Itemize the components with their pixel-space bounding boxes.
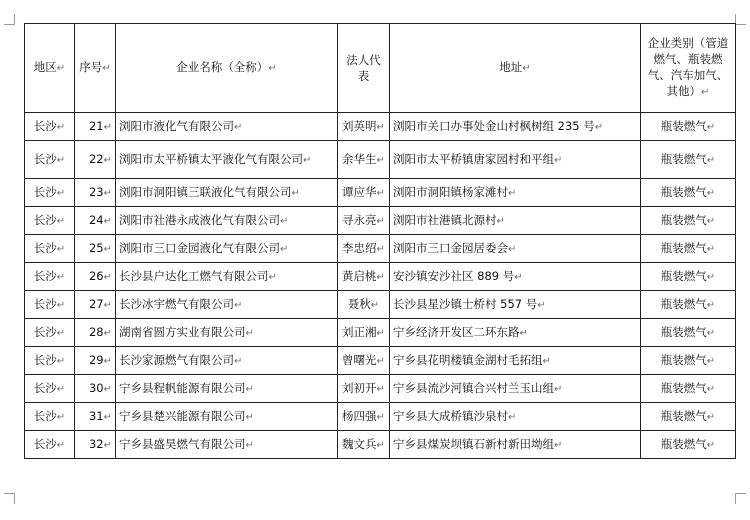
paragraph-mark: ↵ [280, 215, 289, 227]
cell-region-text: 长沙 [33, 118, 57, 133]
cell-company-name-text: 浏阳市液化气有限公司 [119, 118, 234, 133]
cell-enterprise-type-text: 瓶装燃气 [660, 436, 707, 451]
cell-address [390, 431, 641, 459]
cell-enterprise-type [641, 113, 736, 141]
table-row [25, 263, 736, 291]
cell-region [25, 431, 75, 459]
cell-enterprise-type-text: 瓶装燃气 [660, 352, 707, 367]
paragraph-mark: ↵ [56, 187, 66, 199]
paragraph-mark: ↵ [554, 383, 563, 395]
paragraph-mark: ↵ [245, 327, 254, 339]
cell-legal-rep-text: 杨四强 [342, 408, 377, 423]
paragraph-mark: ↵ [245, 411, 254, 423]
cell-address [390, 113, 641, 141]
cell-seq [75, 141, 116, 179]
cell-region [25, 403, 75, 431]
cell-company-name [116, 179, 338, 207]
paragraph-mark: ↵ [56, 299, 66, 311]
cell-region [25, 347, 75, 375]
paragraph-mark: ↵ [56, 383, 66, 395]
paragraph-mark: ↵ [56, 327, 66, 339]
cell-enterprise-type-text: 瓶装燃气 [660, 118, 707, 133]
cell-address-text: 浏阳市社港镇北源村 [393, 212, 497, 227]
cell-region-text: 长沙 [33, 324, 57, 339]
cell-enterprise-type [641, 403, 736, 431]
cell-address-text: 宁乡经济开发区二环东路 [393, 324, 520, 339]
cell-legal-rep [338, 291, 390, 319]
cell-legal-rep [338, 319, 390, 347]
paragraph-mark: ↵ [103, 121, 112, 133]
paragraph-mark: ↵ [376, 411, 385, 423]
paragraph-mark: ↵ [376, 121, 385, 133]
cell-region-text: 长沙 [33, 436, 57, 451]
cell-company-name [116, 319, 338, 347]
paragraph-mark: ↵ [706, 243, 716, 255]
cell-address [390, 141, 641, 179]
paragraph-mark: ↵ [234, 299, 243, 311]
cell-legal-rep [338, 141, 390, 179]
cell-region [25, 141, 75, 179]
cell-seq [75, 207, 116, 235]
paragraph-mark: ↵ [376, 383, 385, 395]
paragraph-mark: ↵ [542, 355, 551, 367]
cell-region-text: 长沙 [33, 151, 57, 166]
cell-address [390, 263, 641, 291]
paragraph-mark: ↵ [508, 187, 517, 199]
cell-seq-text: 24 [88, 212, 104, 227]
cell-address [390, 207, 641, 235]
cell-enterprise-type-text: 瓶装燃气 [660, 324, 707, 339]
cell-region [25, 291, 75, 319]
paragraph-mark: ↵ [508, 243, 517, 255]
cell-enterprise-type [641, 235, 736, 263]
cell-enterprise-type [641, 291, 736, 319]
header-addr: 地址↵ [390, 24, 641, 113]
table-row [25, 235, 736, 263]
cell-enterprise-type [641, 431, 736, 459]
cell-region-text: 长沙 [33, 268, 57, 283]
cell-company-name-text: 湖南省圆方实业有限公司 [119, 324, 246, 339]
cell-legal-rep [338, 431, 390, 459]
paragraph-mark: ↵ [103, 299, 112, 311]
cell-address [390, 235, 641, 263]
paragraph-mark: ↵ [103, 383, 112, 395]
table-header-row [25, 24, 736, 113]
header-seq: 序号↵ [75, 24, 116, 113]
cell-address [390, 403, 641, 431]
paragraph-mark: ↵ [245, 439, 254, 451]
cell-enterprise-type-text: 瓶装燃气 [660, 380, 707, 395]
cell-address-text: 长沙县星沙镇士桥村 557 号 [393, 296, 538, 311]
paragraph-mark: ↵ [594, 121, 604, 133]
paragraph-mark: ↵ [376, 215, 385, 227]
cell-legal-rep-text: 魏文兵 [342, 436, 377, 451]
cell-address-text: 宁乡县大成桥镇沙泉村 [393, 408, 508, 423]
paragraph-mark: ↵ [370, 299, 380, 311]
cell-legal-rep-text: 谭应华 [342, 184, 377, 199]
cell-enterprise-type [641, 207, 736, 235]
cell-region [25, 235, 75, 263]
cell-seq [75, 431, 116, 459]
cell-region-text: 长沙 [33, 296, 57, 311]
cell-seq [75, 375, 116, 403]
cell-address-text: 宁乡县流沙河镇合兴村兰玉山组 [393, 380, 554, 395]
header-name: 企业名称（全称）↵ [116, 24, 338, 113]
paragraph-mark: ↵ [514, 271, 523, 283]
cell-address-text: 浏阳市三口金园居委会 [393, 240, 508, 255]
cell-company-name-text: 浏阳市三口金园液化气有限公司 [119, 240, 280, 255]
paragraph-mark: ↵ [554, 439, 563, 451]
crop-mark-bottom-left [4, 493, 15, 504]
cell-company-name [116, 403, 338, 431]
cell-seq-text: 21 [88, 118, 104, 133]
cell-address [390, 179, 641, 207]
cell-company-name-text: 宁乡县盛昊燃气有限公司 [119, 436, 246, 451]
paragraph-mark: ↵ [376, 243, 385, 255]
cell-legal-rep-text: 刘英明 [342, 118, 377, 133]
paragraph-mark: ↵ [496, 215, 505, 227]
paragraph-mark: ↵ [56, 411, 66, 423]
table-row [25, 347, 736, 375]
cell-enterprise-type [641, 375, 736, 403]
cell-company-name [116, 235, 338, 263]
paragraph-mark: ↵ [103, 243, 112, 255]
paragraph-mark: ↵ [103, 215, 112, 227]
paragraph-mark: ↵ [103, 327, 112, 339]
paragraph-mark: ↵ [706, 411, 716, 423]
cell-legal-rep [338, 113, 390, 141]
cell-region-text: 长沙 [33, 184, 57, 199]
cell-region [25, 113, 75, 141]
cell-seq [75, 179, 116, 207]
cell-legal-rep-text: 余华生 [342, 151, 377, 166]
paragraph-mark: ↵ [268, 271, 277, 283]
cell-company-name-text: 浏阳市社港永成液化气有限公司 [119, 212, 280, 227]
cell-legal-rep-text: 寻永亮 [342, 212, 377, 227]
cell-address [390, 319, 641, 347]
crop-mark-top-right [735, 14, 746, 25]
paragraph-mark: ↵ [234, 355, 243, 367]
cell-seq-text: 30 [88, 380, 104, 395]
cell-seq [75, 113, 116, 141]
paragraph-mark: ↵ [376, 327, 385, 339]
table-row [25, 207, 736, 235]
paragraph-mark: ↵ [103, 411, 112, 423]
cell-seq [75, 291, 116, 319]
cell-enterprise-type [641, 347, 736, 375]
cell-enterprise-type-text: 瓶装燃气 [660, 296, 707, 311]
cell-legal-rep-text: 黄启桃 [342, 268, 377, 283]
header-rep: 法人代表 [338, 24, 390, 113]
paragraph-mark: ↵ [56, 154, 66, 166]
paragraph-mark: ↵ [706, 299, 716, 311]
paragraph-mark: ↵ [706, 439, 716, 451]
paragraph-mark: ↵ [103, 439, 112, 451]
cell-company-name [116, 263, 338, 291]
cell-seq-text: 25 [88, 240, 104, 255]
paragraph-mark: ↵ [376, 187, 385, 199]
cell-address-text: 宁乡县花明楼镇金湖村毛拓组 [393, 352, 543, 367]
paragraph-mark: ↵ [706, 327, 716, 339]
paragraph-mark: ↵ [56, 355, 66, 367]
enterprise-table [24, 23, 736, 459]
cell-region-text: 长沙 [33, 380, 57, 395]
cell-enterprise-type-text: 瓶装燃气 [660, 408, 707, 423]
cell-seq-text: 31 [88, 408, 104, 423]
paragraph-mark: ↵ [519, 327, 528, 339]
cell-address [390, 291, 641, 319]
crop-mark-top-left [4, 14, 15, 25]
cell-seq-text: 28 [88, 324, 104, 339]
paragraph-mark: ↵ [245, 383, 254, 395]
cell-enterprise-type-text: 瓶装燃气 [660, 184, 707, 199]
paragraph-mark: ↵ [706, 187, 716, 199]
paragraph-mark: ↵ [56, 215, 66, 227]
cell-address-text: 浏阳市洞阳镇杨家滩村 [393, 184, 508, 199]
cell-company-name [116, 207, 338, 235]
paragraph-mark: ↵ [706, 383, 716, 395]
table-row [25, 291, 736, 319]
cell-company-name-text: 浏阳市洞阳镇三联液化气有限公司 [119, 184, 292, 199]
cell-company-name [116, 113, 338, 141]
paragraph-mark: ↵ [376, 355, 385, 367]
cell-company-name [116, 347, 338, 375]
cell-region-text: 长沙 [33, 352, 57, 367]
cell-legal-rep-text: 刘初开 [342, 380, 377, 395]
cell-company-name-text: 宁乡县楚兴能源有限公司 [119, 408, 246, 423]
paragraph-mark: ↵ [103, 355, 112, 367]
cell-seq [75, 347, 116, 375]
cell-legal-rep-text: 李忠绍 [342, 240, 377, 255]
cell-company-name [116, 141, 338, 179]
cell-legal-rep [338, 375, 390, 403]
cell-company-name-text: 浏阳市太平桥镇太平液化气有限公司 [119, 151, 303, 166]
header-type: 企业类别（管道燃气、瓶装燃气、汽车加气、其他）↵ [641, 24, 736, 113]
table-row [25, 141, 736, 179]
cell-legal-rep-text: 聂秋 [347, 296, 371, 311]
cell-region [25, 375, 75, 403]
cell-company-name-text: 长沙县户达化工燃气有限公司 [119, 268, 269, 283]
paragraph-mark: ↵ [706, 215, 716, 227]
cell-address-text: 安沙镇安沙社区 889 号 [393, 268, 515, 283]
paragraph-mark: ↵ [103, 154, 112, 166]
table-row [25, 375, 736, 403]
paragraph-mark: ↵ [554, 154, 563, 166]
crop-mark-bottom-right [735, 493, 746, 504]
cell-legal-rep [338, 207, 390, 235]
table-row [25, 179, 736, 207]
table-row [25, 319, 736, 347]
cell-legal-rep-text: 曾曙光 [342, 352, 377, 367]
cell-address-text: 宁乡县煤炭坝镇石新村新田坳组 [393, 436, 554, 451]
cell-seq-text: 22 [88, 151, 104, 166]
cell-address-text: 浏阳市关口办事处金山村枫树组 235 号 [393, 118, 595, 133]
cell-region-text: 长沙 [33, 240, 57, 255]
cell-legal-rep-text: 刘正湘 [342, 324, 377, 339]
cell-region-text: 长沙 [33, 212, 57, 227]
cell-enterprise-type [641, 141, 736, 179]
paragraph-mark: ↵ [706, 121, 716, 133]
cell-seq [75, 235, 116, 263]
cell-address-text: 浏阳市太平桥镇唐家园村和平组 [393, 151, 554, 166]
paragraph-mark: ↵ [56, 121, 66, 133]
cell-enterprise-type-text: 瓶装燃气 [660, 151, 707, 166]
cell-enterprise-type [641, 319, 736, 347]
cell-region [25, 207, 75, 235]
paragraph-mark: ↵ [303, 154, 312, 166]
paragraph-mark: ↵ [376, 439, 385, 451]
cell-region [25, 319, 75, 347]
cell-seq-text: 32 [88, 436, 104, 451]
cell-region [25, 263, 75, 291]
cell-seq [75, 403, 116, 431]
cell-company-name-text: 宁乡县程帆能源有限公司 [119, 380, 246, 395]
paragraph-mark: ↵ [234, 121, 243, 133]
paragraph-mark: ↵ [706, 355, 716, 367]
cell-region-text: 长沙 [33, 408, 57, 423]
cell-enterprise-type-text: 瓶装燃气 [660, 212, 707, 227]
cell-seq-text: 23 [88, 184, 104, 199]
cell-seq-text: 27 [88, 296, 104, 311]
paragraph-mark: ↵ [280, 243, 289, 255]
paragraph-mark: ↵ [376, 154, 385, 166]
paragraph-mark: ↵ [706, 154, 716, 166]
cell-region [25, 179, 75, 207]
paragraph-mark: ↵ [56, 271, 66, 283]
cell-legal-rep [338, 235, 390, 263]
cell-legal-rep [338, 179, 390, 207]
cell-seq [75, 263, 116, 291]
cell-seq-text: 26 [88, 268, 104, 283]
cell-company-name [116, 291, 338, 319]
paragraph-mark: ↵ [56, 243, 66, 255]
cell-address [390, 375, 641, 403]
cell-enterprise-type [641, 263, 736, 291]
cell-company-name [116, 375, 338, 403]
paragraph-mark: ↵ [508, 411, 517, 423]
cell-legal-rep [338, 347, 390, 375]
cell-enterprise-type [641, 179, 736, 207]
paragraph-mark: ↵ [56, 439, 66, 451]
cell-legal-rep [338, 263, 390, 291]
cell-address [390, 347, 641, 375]
cell-company-name [116, 431, 338, 459]
cell-company-name-text: 长沙冰宇燃气有限公司 [119, 296, 234, 311]
cell-enterprise-type-text: 瓶装燃气 [660, 240, 707, 255]
table-row [25, 403, 736, 431]
cell-company-name-text: 长沙家源燃气有限公司 [119, 352, 234, 367]
table-row [25, 113, 736, 141]
header-region: 地区↵ [25, 24, 75, 113]
cell-seq [75, 319, 116, 347]
cell-enterprise-type-text: 瓶装燃气 [660, 268, 707, 283]
paragraph-mark: ↵ [537, 299, 546, 311]
paragraph-mark: ↵ [706, 271, 716, 283]
paragraph-mark: ↵ [376, 271, 385, 283]
cell-seq-text: 29 [88, 352, 104, 367]
paragraph-mark: ↵ [103, 187, 112, 199]
paragraph-mark: ↵ [103, 271, 112, 283]
table-row [25, 431, 736, 459]
cell-legal-rep [338, 403, 390, 431]
paragraph-mark: ↵ [291, 187, 300, 199]
